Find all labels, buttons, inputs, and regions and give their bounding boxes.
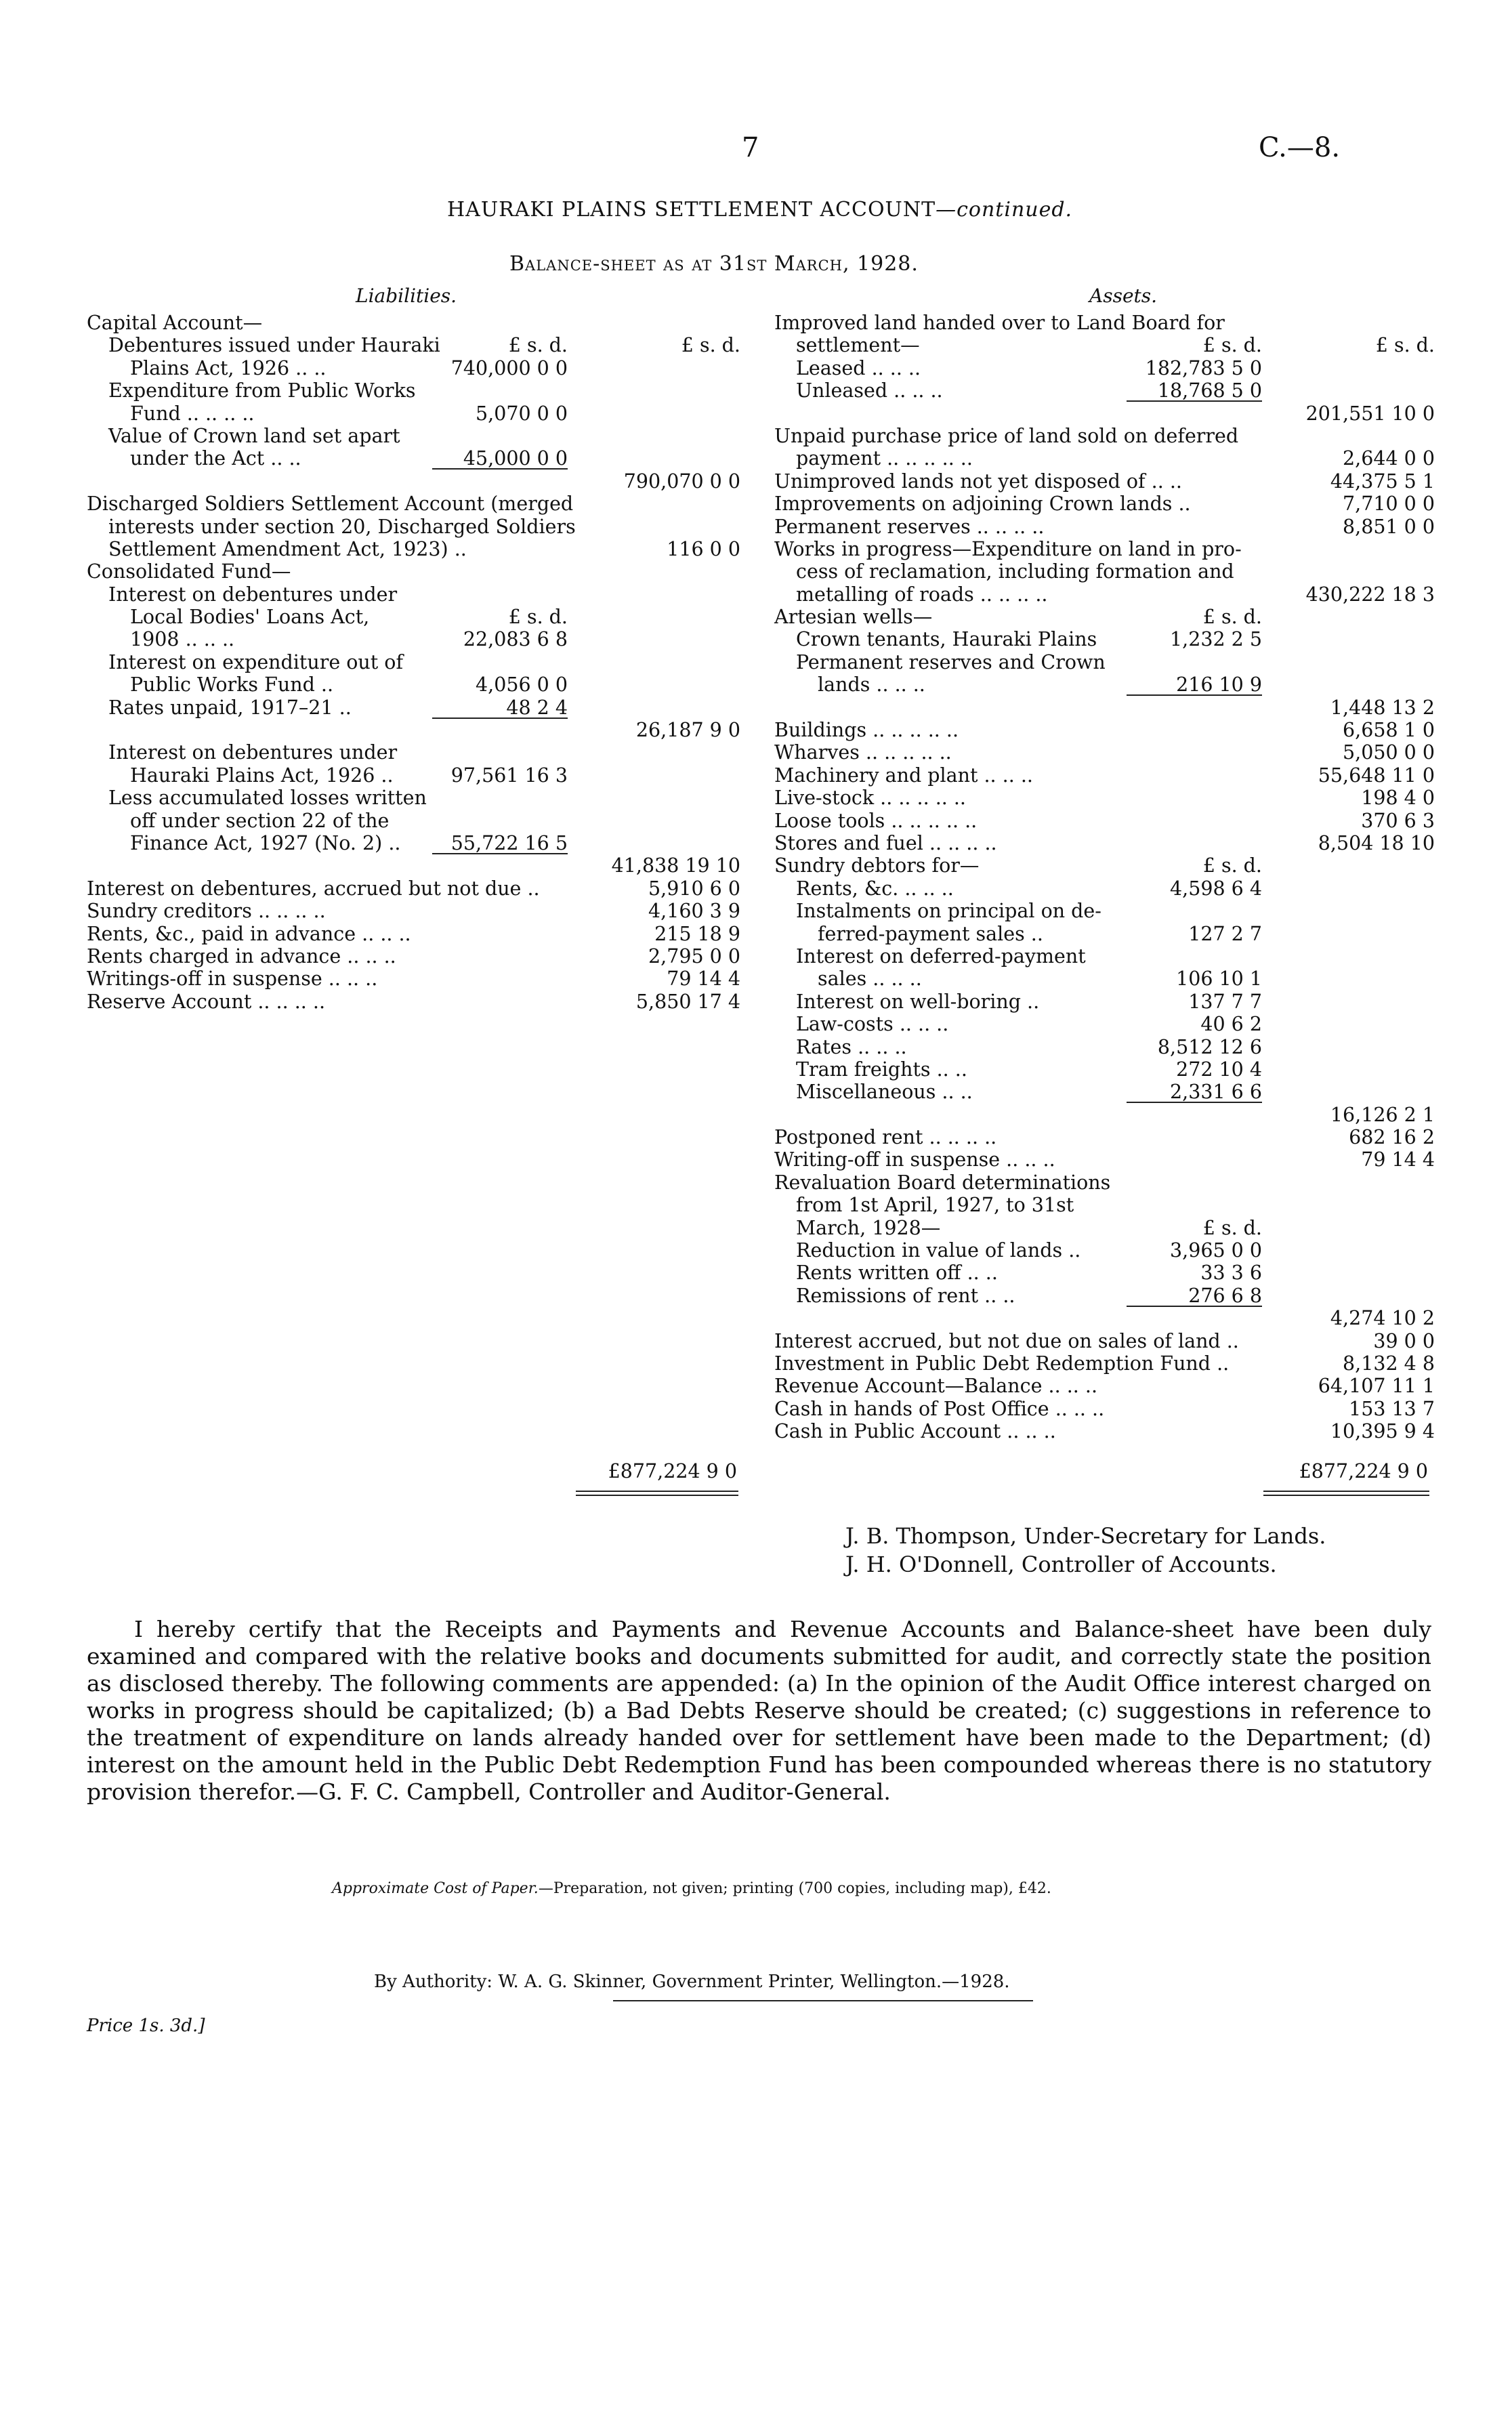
cost-note-text: —Preparation, not given; printing (700 copies, including map), £42.	[538, 1880, 1051, 1897]
liabilities-row	[87, 673, 740, 696]
assets-row	[774, 357, 1435, 379]
assets-label: lands .. .. ..	[818, 673, 925, 696]
assets-row	[774, 968, 1435, 990]
assets-label: Writing-off in suspense .. .. ..	[774, 1148, 1055, 1171]
assets-label: Loose tools .. .. .. .. ..	[774, 809, 978, 832]
liabilities-label: Settlement Amendment Act, 1923) ..	[108, 537, 467, 560]
assets-amount: 153 13 7	[1349, 1397, 1435, 1420]
assets-amount: 1,448 13 2	[1330, 696, 1435, 719]
cost-note	[332, 1880, 1051, 1897]
liabilities-row	[87, 425, 740, 447]
assets-subamount: 106 10 1	[1176, 968, 1262, 991]
liabilities-amount: 790,070 0 0	[623, 470, 740, 493]
liabilities-label: Local Bodies' Loans Act,	[130, 606, 370, 629]
liabilities-row	[87, 991, 740, 1013]
assets-amount: 2,644 0 0	[1343, 447, 1435, 470]
assets-row	[774, 560, 1435, 583]
assets-label: Tram freights .. ..	[796, 1058, 967, 1081]
balance-sheet-subtitle: Balance-sheet as at 31st March, 1928.	[509, 252, 919, 276]
assets-subamount: 40 6 2	[1200, 1013, 1262, 1036]
price: Price 1s. 3d.]	[87, 2016, 205, 2036]
assets-label: Permanent reserves and Crown	[796, 650, 1106, 673]
title-main: HAURAKI PLAINS SETTLEMENT ACCOUNT	[447, 198, 936, 222]
liabilities-table	[87, 312, 740, 1013]
assets-label: Crown tenants, Hauraki Plains	[796, 628, 1097, 651]
assets-amount: 79 14 4	[1361, 1148, 1435, 1171]
assets-label: Unpaid purchase price of land sold on deferred	[774, 424, 1239, 447]
assets-label: Miscellaneous .. ..	[796, 1081, 973, 1104]
liabilities-row	[87, 945, 740, 968]
assets-row	[774, 1036, 1435, 1058]
assets-label: Leased .. .. ..	[796, 356, 921, 379]
assets-label: Live-stock .. .. .. .. ..	[774, 787, 966, 810]
liabilities-amount: £ s. d.	[681, 334, 740, 357]
assets-amount: 39 0 0	[1373, 1329, 1435, 1352]
assets-amount: 4,274 10 2	[1330, 1307, 1435, 1330]
assets-amount: 8,851 0 0	[1343, 515, 1435, 538]
liabilities-row	[87, 516, 740, 538]
liabilities-amount: 215 18 9	[654, 922, 740, 945]
assets-subamount: 182,783 5 0	[1145, 356, 1262, 379]
assets-label: Improvements on adjoining Crown lands ..	[774, 493, 1191, 516]
assets-label: Law-costs .. .. ..	[796, 1013, 949, 1036]
liabilities-label: Fund .. .. .. ..	[130, 402, 255, 425]
liabilities-amount: 5,910 6 0	[648, 877, 740, 900]
assets-row	[774, 1217, 1435, 1239]
assets-amount: 198 4 0	[1361, 787, 1435, 810]
assets-row	[774, 1171, 1435, 1194]
liabilities-row	[87, 923, 740, 945]
assets-row	[774, 1285, 1435, 1307]
liabilities-row	[87, 493, 740, 515]
assets-subamount: 8,512 12 6	[1157, 1035, 1262, 1058]
liabilities-row	[87, 764, 740, 787]
assets-label: Unimproved lands not yet disposed of .. ..	[774, 470, 1182, 493]
assets-row	[774, 1148, 1435, 1171]
liabilities-row	[87, 402, 740, 425]
assets-row	[774, 493, 1435, 515]
assets-row	[774, 583, 1435, 606]
assets-row	[774, 606, 1435, 628]
assets-row	[774, 1104, 1435, 1126]
assets-label: Cash in Public Account .. .. ..	[774, 1420, 1056, 1443]
assets-row	[774, 1194, 1435, 1216]
assets-row	[774, 1081, 1435, 1103]
assets-amount: 7,710 0 0	[1343, 493, 1435, 516]
liabilities-subamount: 48 2 4	[506, 696, 568, 719]
liabilities-subamount: 4,056 0 0	[476, 673, 568, 696]
liabilities-amount: 2,795 0 0	[648, 944, 740, 968]
liabilities-amount: 4,160 3 9	[648, 900, 740, 923]
assets-table	[774, 312, 1435, 1443]
assets-subamount: £ s. d.	[1202, 606, 1262, 629]
assets-subamount: 4,598 6 4	[1170, 877, 1262, 900]
liabilities-label: off under section 22 of the	[130, 809, 390, 832]
assets-row	[774, 1352, 1435, 1375]
liabilities-label: Interest on debentures under	[108, 583, 398, 606]
assets-subamount: 216 10 9	[1176, 673, 1262, 696]
liabilities-amount: 79 14 4	[667, 968, 740, 991]
document-reference: C.—8.	[1259, 132, 1341, 163]
liabilities-row	[87, 628, 740, 650]
liabilities-label: Rents, &c., paid in advance .. .. ..	[87, 922, 411, 945]
assets-amount: 430,222 18 3	[1305, 583, 1435, 606]
liabilities-row	[87, 583, 740, 606]
liabilities-label: Interest on expenditure out of	[108, 650, 403, 673]
assets-row	[774, 877, 1435, 900]
assets-amount: £ s. d.	[1375, 334, 1435, 357]
assets-label: Interest on deferred-payment	[796, 944, 1086, 968]
title-continued: —continued.	[936, 198, 1073, 222]
page-title	[447, 198, 1072, 222]
liabilities-row	[87, 357, 740, 379]
liabilities-row	[87, 877, 740, 900]
assets-subamount: 137 7 7	[1188, 990, 1262, 1013]
assets-row	[774, 1330, 1435, 1352]
liabilities-row	[87, 312, 740, 334]
liabilities-subamount: 97,561 16 3	[450, 764, 568, 787]
assets-subamount: 127 2 7	[1188, 922, 1262, 945]
assets-row	[774, 538, 1435, 560]
assets-label: sales .. .. ..	[818, 968, 922, 991]
liabilities-label: Writings-off in suspense .. .. ..	[87, 968, 378, 991]
assets-row	[774, 673, 1435, 696]
assets-row	[774, 1398, 1435, 1420]
assets-subamount: 3,965 0 0	[1170, 1239, 1262, 1262]
assets-row	[774, 312, 1435, 334]
liabilities-label: Rents charged in advance .. .. ..	[87, 944, 396, 968]
assets-subamount: 276 6 8	[1188, 1284, 1262, 1307]
assets-label: payment .. .. .. .. ..	[796, 447, 973, 470]
assets-subamount: 18,768 5 0	[1157, 379, 1262, 402]
liabilities-row	[87, 832, 740, 854]
assets-label: cess of reclamation, including formation and	[796, 560, 1234, 583]
liabilities-row	[87, 787, 740, 809]
assets-label: March, 1928—	[796, 1216, 941, 1239]
liabilities-total: £877,224 9 0	[608, 1460, 737, 1482]
assets-row	[774, 1307, 1435, 1329]
assets-row	[774, 923, 1435, 945]
liabilities-amount: 5,850 17 4	[635, 990, 740, 1013]
assets-amount: 8,504 18 10	[1318, 831, 1435, 854]
liabilities-amount: 116 0 0	[667, 537, 740, 560]
liabilities-row	[87, 696, 740, 719]
authority-line: By Authority: W. A. G. Skinner, Government Printer, Wellington.—1928.	[374, 1972, 1010, 1992]
assets-row	[774, 1239, 1435, 1262]
liabilities-label: Less accumulated losses written	[108, 787, 427, 810]
liabilities-label: Plains Act, 1926 .. ..	[130, 356, 327, 379]
signature-odonnell: J. H. O'Donnell, Controller of Accounts.	[845, 1552, 1277, 1577]
liabilities-subamount: 45,000 0 0	[463, 447, 568, 470]
audit-certificate: I hereby certify that the Receipts and Payments and Revenue Accounts and Balance-sheet have been duly examined and compared with the relative books and documents submitted for audit, and correctly state the position as disclosed thereby. The following comments are appended: (a) In the opinion of the Audit Office interest charged on works in progress should be capitalized; (b) a Bad Debts Reserve should be created; (c) suggestions in reference to the treatment of expenditure on lands already handed over for settlement have been made to the Department; (d) interest on the amount held in the Public Debt Redemption Fund has been compounded whereas there is no statutory provision therefor.—G. F. C. Campbell, Controller and Auditor-General.	[87, 1616, 1431, 1805]
assets-label: Rents, &c. .. .. ..	[796, 877, 954, 900]
assets-label: Revenue Account—Balance .. .. ..	[774, 1375, 1098, 1398]
liabilities-label: Discharged Soldiers Settlement Account (merged	[87, 493, 574, 516]
assets-row	[774, 1375, 1435, 1397]
assets-row	[774, 470, 1435, 493]
liabilities-subamount: 55,722 16 5	[450, 831, 568, 854]
assets-amount: 64,107 11 1	[1318, 1375, 1435, 1398]
liabilities-label: Consolidated Fund—	[87, 560, 291, 583]
assets-amount: 682 16 2	[1349, 1126, 1435, 1149]
assets-caption: Assets.	[1089, 285, 1158, 307]
liabilities-row	[87, 334, 740, 356]
assets-row	[774, 651, 1435, 673]
liabilities-row	[87, 379, 740, 402]
liabilities-row	[87, 560, 740, 583]
assets-label: Machinery and plant .. .. ..	[774, 764, 1033, 787]
liabilities-caption: Liabilities.	[356, 285, 457, 307]
assets-row	[774, 810, 1435, 832]
assets-subamount: £ s. d.	[1202, 334, 1262, 357]
assets-subamount: £ s. d.	[1202, 854, 1262, 877]
assets-row	[774, 832, 1435, 854]
liabilities-row	[87, 447, 740, 470]
assets-label: Sundry debtors for—	[774, 854, 980, 877]
liabilities-subamount: £ s. d.	[508, 334, 568, 357]
liabilities-total-rule	[576, 1491, 738, 1496]
assets-label: metalling of roads .. .. .. ..	[796, 583, 1048, 606]
assets-row	[774, 402, 1435, 425]
assets-amount: 5,050 0 0	[1343, 741, 1435, 764]
assets-label: Artesian wells—	[774, 606, 933, 629]
liabilities-row	[87, 606, 740, 628]
assets-label: settlement—	[796, 334, 920, 357]
assets-label: Interest accrued, but not due on sales of land ..	[774, 1329, 1239, 1352]
assets-amount: 201,551 10 0	[1305, 402, 1435, 425]
assets-row	[774, 900, 1435, 922]
assets-row	[774, 854, 1435, 877]
assets-row	[774, 696, 1435, 719]
assets-label: Reduction in value of lands ..	[796, 1239, 1081, 1262]
assets-row	[774, 447, 1435, 470]
assets-row	[774, 1262, 1435, 1284]
liabilities-row	[87, 651, 740, 673]
assets-label: Unleased .. .. ..	[796, 379, 943, 402]
assets-label: Stores and fuel .. .. .. ..	[774, 831, 997, 854]
liabilities-label: Interest on debentures under	[108, 741, 398, 764]
liabilities-row	[87, 538, 740, 560]
liabilities-row	[87, 741, 740, 764]
assets-row	[774, 1126, 1435, 1148]
assets-row	[774, 628, 1435, 650]
assets-amount: 10,395 9 4	[1330, 1420, 1435, 1443]
assets-row	[774, 334, 1435, 356]
liabilities-amount: 41,838 19 10	[611, 854, 740, 877]
assets-amount: 44,375 5 1	[1330, 470, 1435, 493]
assets-label: Interest on well-boring ..	[796, 990, 1040, 1013]
assets-subamount: £ s. d.	[1202, 1216, 1262, 1239]
liabilities-label: Debentures issued under Hauraki	[108, 334, 440, 357]
signature-thompson: J. B. Thompson, Under-Secretary for Lands.	[845, 1523, 1326, 1549]
assets-row	[774, 991, 1435, 1013]
cost-note-label: Approximate Cost of Paper.	[332, 1880, 539, 1897]
liabilities-label: Public Works Fund ..	[130, 673, 334, 696]
assets-subamount: 272 10 4	[1176, 1058, 1262, 1081]
assets-label: Investment in Public Debt Redemption Fund ..	[774, 1352, 1230, 1375]
assets-amount: 8,132 4 8	[1343, 1352, 1435, 1375]
assets-row	[774, 1013, 1435, 1035]
assets-label: Postponed rent .. .. .. ..	[774, 1126, 997, 1149]
assets-subamount: 33 3 6	[1200, 1262, 1262, 1285]
assets-amount: 6,658 1 0	[1343, 719, 1435, 742]
assets-total-rule	[1263, 1491, 1429, 1496]
page-number: 7	[742, 132, 759, 163]
assets-label: Rents written off .. ..	[796, 1262, 998, 1285]
assets-label: Improved land handed over to Land Board for	[774, 312, 1225, 334]
liabilities-label: 1908 .. .. ..	[130, 628, 235, 651]
assets-label: Rates .. .. ..	[796, 1035, 907, 1058]
liabilities-row	[87, 854, 740, 877]
assets-subamount: 2,331 6 6	[1170, 1081, 1262, 1104]
authority-rule	[613, 2000, 1033, 2001]
liabilities-row	[87, 810, 740, 832]
assets-row	[774, 1058, 1435, 1081]
assets-total: £877,224 9 0	[1299, 1460, 1428, 1482]
liabilities-row	[87, 900, 740, 922]
liabilities-label: Reserve Account .. .. .. ..	[87, 990, 326, 1013]
liabilities-row	[87, 719, 740, 741]
liabilities-amount: 26,187 9 0	[635, 719, 740, 742]
assets-row	[774, 719, 1435, 741]
liabilities-row	[87, 968, 740, 990]
assets-label: ferred-payment sales ..	[818, 922, 1043, 945]
liabilities-label: Hauraki Plains Act, 1926 ..	[130, 764, 394, 787]
assets-row	[774, 1420, 1435, 1442]
liabilities-label: Expenditure from Public Works	[108, 379, 416, 402]
assets-label: Buildings .. .. .. .. ..	[774, 719, 959, 742]
assets-label: Remissions of rent .. ..	[796, 1284, 1015, 1307]
liabilities-label: Finance Act, 1927 (No. 2) ..	[130, 831, 401, 854]
liabilities-subamount: 22,083 6 8	[463, 628, 568, 651]
assets-label: Works in progress—Expenditure on land in pro-	[774, 537, 1242, 560]
assets-row	[774, 379, 1435, 402]
assets-amount: 370 6 3	[1361, 809, 1435, 832]
liabilities-label: Capital Account—	[87, 312, 263, 334]
liabilities-label: under the Act .. ..	[130, 447, 301, 470]
assets-row	[774, 516, 1435, 538]
assets-label: Wharves .. .. .. .. ..	[774, 741, 952, 764]
assets-label: Permanent reserves .. .. .. ..	[774, 515, 1045, 538]
liabilities-label: interests under section 20, Discharged Soldiers	[108, 515, 576, 538]
liabilities-label: Value of Crown land set apart	[108, 424, 400, 447]
assets-row	[774, 741, 1435, 764]
liabilities-subamount: 5,070 0 0	[476, 402, 568, 425]
liabilities-subamount: 740,000 0 0	[450, 356, 568, 379]
assets-amount: 16,126 2 1	[1330, 1103, 1435, 1126]
liabilities-label: Interest on debentures, accrued but not due ..	[87, 877, 540, 900]
liabilities-row	[87, 470, 740, 493]
liabilities-subamount: £ s. d.	[508, 606, 568, 629]
liabilities-label: Sundry creditors .. .. .. ..	[87, 900, 326, 923]
assets-row	[774, 764, 1435, 787]
assets-label: from 1st April, 1927, to 31st	[796, 1194, 1074, 1217]
assets-amount: 55,648 11 0	[1318, 764, 1435, 787]
assets-label: Instalments on principal on de-	[796, 900, 1101, 923]
assets-row	[774, 425, 1435, 447]
assets-row	[774, 787, 1435, 809]
assets-label: Revaluation Board determinations	[774, 1171, 1111, 1194]
liabilities-label: Rates unpaid, 1917–21 ..	[108, 696, 352, 719]
assets-subamount: 1,232 2 5	[1170, 628, 1262, 651]
assets-label: Cash in hands of Post Office .. .. ..	[774, 1397, 1105, 1420]
assets-row	[774, 945, 1435, 968]
